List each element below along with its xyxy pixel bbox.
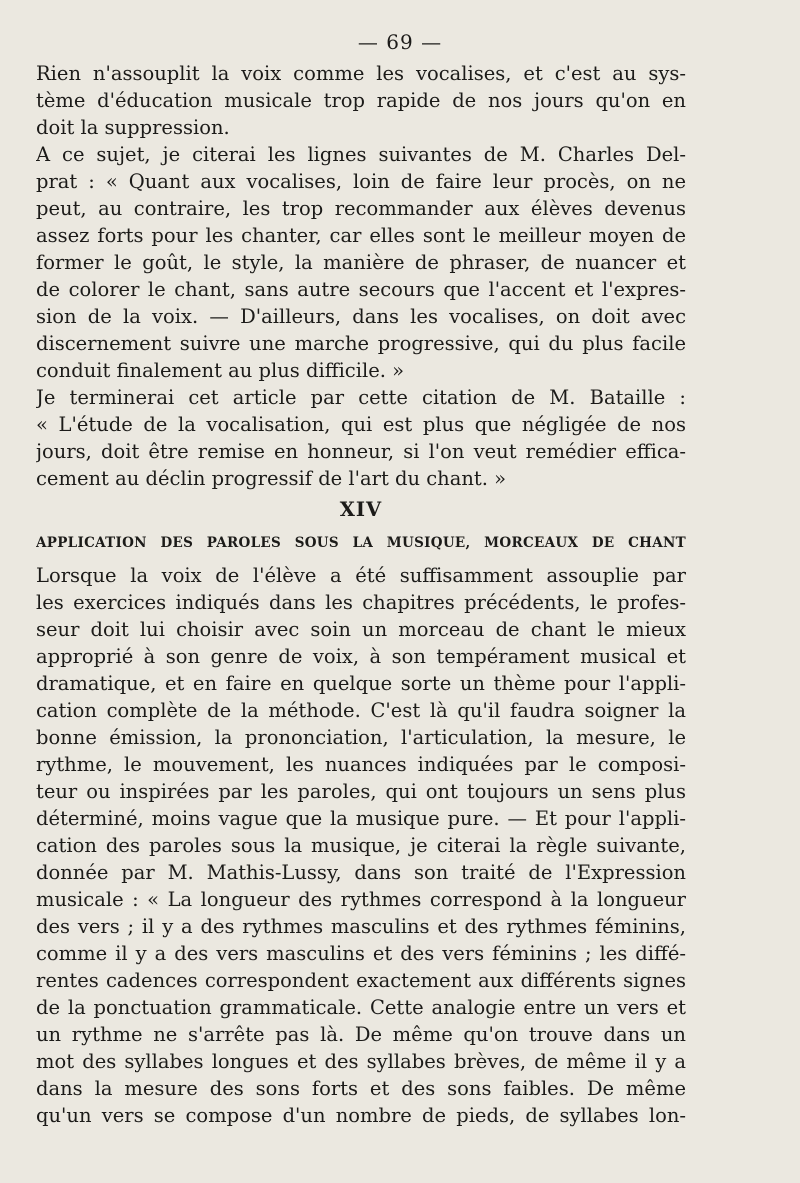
text-line: prat : « Quant aux vocalises, loin de faire leur procès, on ne <box>36 170 686 193</box>
text-line: des vers ; il y a des rythmes masculins et des rythmes féminins, <box>36 915 686 938</box>
text-line: déterminé, moins vague que la musique pure. — Et pour l'appli- <box>36 807 686 830</box>
text-line: assez forts pour les chanter, car elles sont le meilleur moyen de <box>36 224 686 247</box>
paragraph-1 <box>36 60 686 141</box>
text-line: de colorer le chant, sans autre secours que l'accent et l'expres- <box>36 278 686 301</box>
text-line: bonne émission, la prononciation, l'articulation, la mesure, le <box>36 726 686 749</box>
text-line: donnée par M. Mathis-Lussy, dans son traité de l'Expression <box>36 861 686 884</box>
paragraph-4 <box>36 562 686 1129</box>
text-line: les exercices indiqués dans les chapitres précédents, le profes- <box>36 591 686 614</box>
text-line: doit la suppression. <box>36 116 230 139</box>
text-line: rythme, le mouvement, les nuances indiquées par le composi- <box>36 753 686 776</box>
text-line: discernement suivre une marche progressive, qui du plus facile <box>36 332 686 355</box>
text-line: sion de la voix. — D'ailleurs, dans les vocalises, on doit avec <box>36 305 686 328</box>
text-line: peut, au contraire, les trop recommander aux élèves devenus <box>36 197 686 220</box>
text-line: former le goût, le style, la manière de phraser, de nuancer et <box>36 251 686 274</box>
text-line: un rythme ne s'arrête pas là. De même qu'on trouve dans un <box>36 1023 686 1046</box>
text-line: dans la mesure des sons forts et des sons faibles. De même <box>36 1077 686 1100</box>
text-line: qu'un vers se compose d'un nombre de pieds, de syllabes lon- <box>36 1104 686 1127</box>
text-line: approprié à son genre de voix, à son tempérament musical et <box>36 645 686 668</box>
text-line: seur doit lui choisir avec soin un morceau de chant le mieux <box>36 618 686 641</box>
section-number: XIV <box>339 498 383 521</box>
text-line: Rien n'assouplit la voix comme les vocalises, et c'est au sys- <box>36 62 686 85</box>
text-line: cement au déclin progressif de l'art du chant. » <box>36 467 507 490</box>
text-line: comme il y a des vers masculins et des vers féminins ; les diffé- <box>36 942 686 965</box>
text-line: tème d'éducation musicale trop rapide de nos jours qu'on en <box>36 89 686 112</box>
text-line: « L'étude de la vocalisation, qui est plus que négligée de nos <box>36 413 686 436</box>
text-line: jours, doit être remise en honneur, si l'on veut remédier effica- <box>36 440 686 463</box>
text-line: A ce sujet, je citerai les lignes suivantes de M. Charles Del- <box>36 143 686 166</box>
text-line: Je terminerai cet article par cette citation de M. Bataille : <box>36 386 686 409</box>
text-line: Lorsque la voix de l'élève a été suffisamment assouplie par <box>36 564 686 587</box>
page-number: — 69 — <box>357 30 443 54</box>
text-line: musicale : « La longueur des rythmes correspond à la longueur <box>36 888 686 911</box>
section-title: APPLICATION DES PAROLES SOUS LA MUSIQUE, MORCEAUX DE CHANT <box>36 535 686 551</box>
text-line: cation des paroles sous la musique, je citerai la règle suivante, <box>36 834 686 857</box>
paragraph-3 <box>36 384 686 492</box>
paragraph-2 <box>36 141 686 384</box>
text-line: dramatique, et en faire en quelque sorte un thème pour l'appli- <box>36 672 686 695</box>
text-line: conduit finalement au plus difficile. » <box>36 359 405 382</box>
text-line: de la ponctuation grammaticale. Cette analogie entre un vers et <box>36 996 686 1019</box>
text-line: teur ou inspirées par les paroles, qui ont toujours un sens plus <box>36 780 686 803</box>
text-line: rentes cadences correspondent exactement aux différents signes <box>36 969 686 992</box>
text-line: mot des syllabes longues et des syllabes brèves, de même il y a <box>36 1050 686 1073</box>
body-text <box>36 60 686 1129</box>
text-line: cation complète de la méthode. C'est là qu'il faudra soigner la <box>36 699 686 722</box>
